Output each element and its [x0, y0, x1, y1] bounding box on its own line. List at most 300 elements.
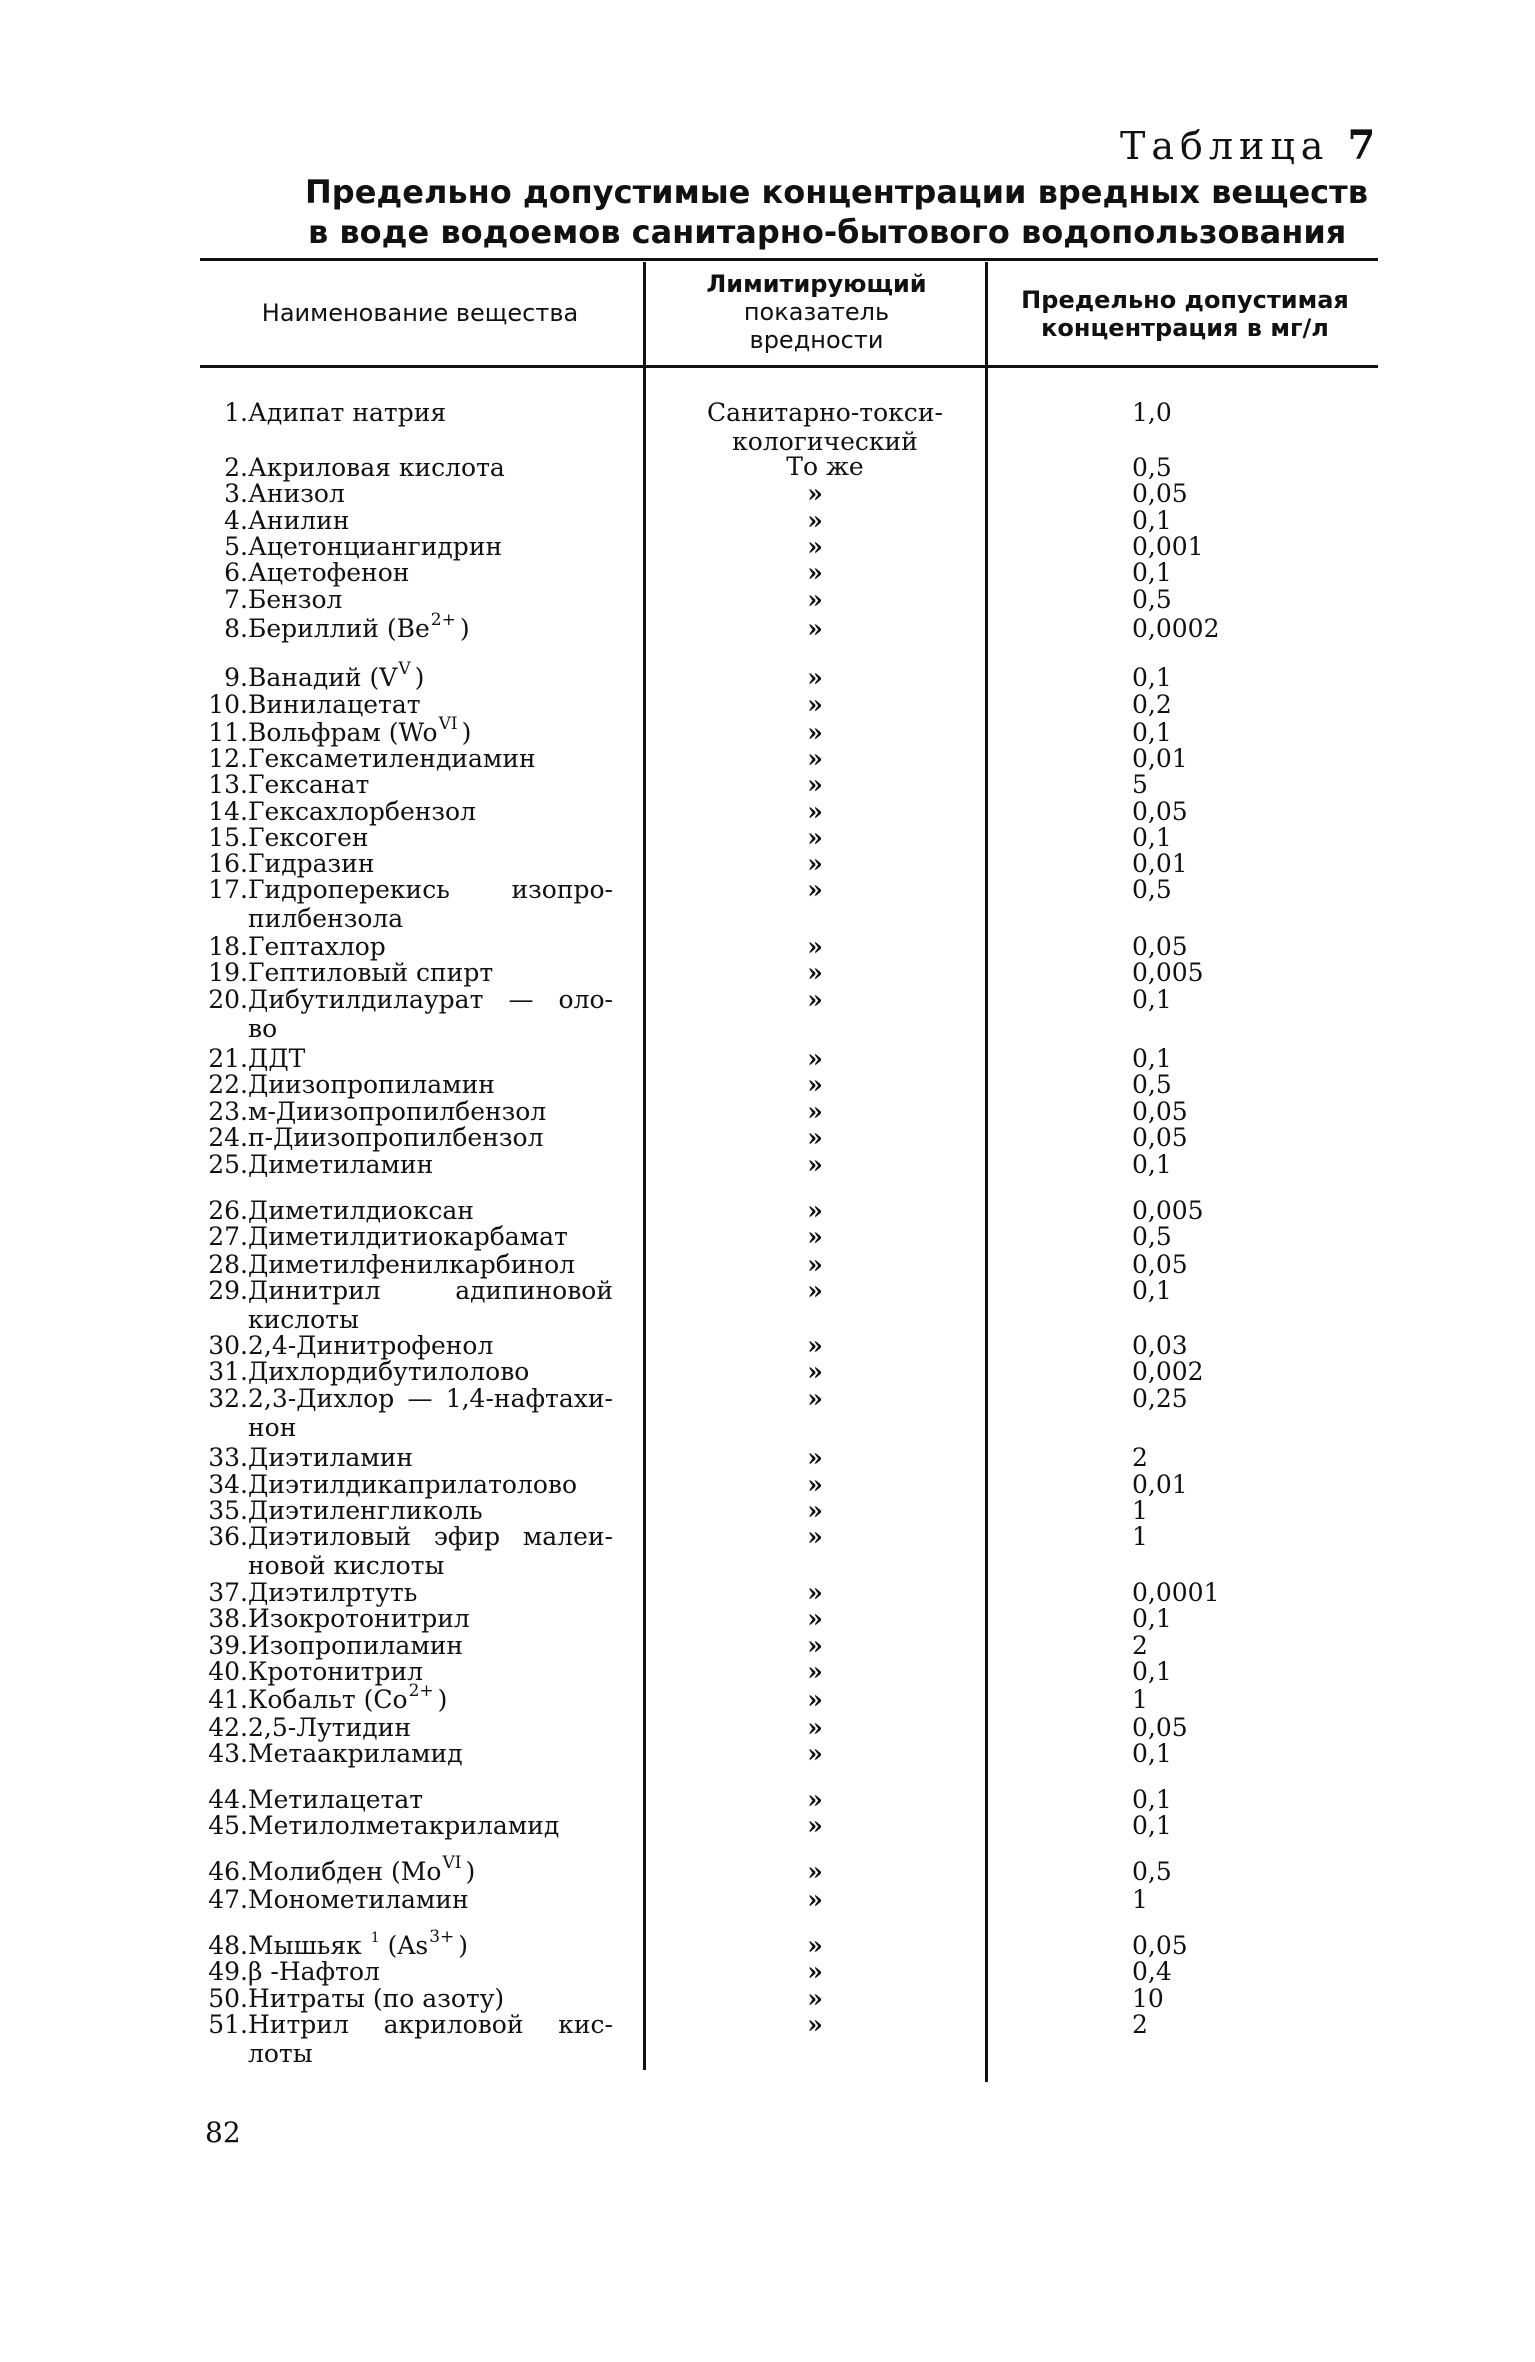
substance-name — [248, 849, 374, 878]
substance-name-text: Гептахлор — [248, 932, 386, 961]
header-name — [200, 299, 640, 327]
limiting-indicator-text: » — [807, 558, 823, 587]
mpc-value: 0,1 — [1132, 1044, 1172, 1073]
limiting-indicator — [800, 1470, 830, 1499]
mpc-value: 0,05 — [1132, 797, 1188, 826]
substance-name-text: Диэтиламин — [248, 1443, 414, 1472]
substance-name-text: Изопропиламин — [248, 1631, 464, 1660]
limiting-indicator — [800, 1522, 830, 1551]
substance-name-text: Ванадий (V — [248, 663, 398, 692]
mpc-value: 2 — [1132, 1443, 1148, 1472]
limiting-indicator-text: » — [807, 506, 823, 535]
limiting-indicator — [800, 1957, 830, 1986]
column-divider-1 — [643, 262, 646, 2070]
header-indicator — [650, 270, 983, 354]
mpc-value: 0,5 — [1132, 585, 1172, 614]
row-number: 29. — [208, 1276, 248, 1305]
substance-name — [248, 797, 476, 826]
substance-name-text: п-Диизопропилбензол — [248, 1123, 544, 1152]
row-number: 36. — [208, 1522, 248, 1551]
row-number: 25. — [208, 1150, 248, 1179]
row-number: 45. — [208, 1811, 248, 1840]
mpc-value: 2 — [1132, 2010, 1148, 2039]
mpc-value: 0,1 — [1132, 718, 1172, 747]
limiting-indicator-text: » — [807, 1957, 823, 1986]
formula-close: ) — [465, 1857, 476, 1886]
row-number: 15. — [208, 823, 248, 852]
substance-name — [248, 985, 613, 1043]
row-number: 46. — [208, 1857, 248, 1886]
limiting-indicator-text: » — [807, 932, 823, 961]
limiting-indicator — [800, 1384, 830, 1413]
row-number: 38. — [208, 1604, 248, 1633]
substance-name — [248, 1384, 613, 1442]
substance-name — [248, 398, 446, 427]
row-number: 33. — [208, 1443, 248, 1472]
substance-name-text: 2,4-Динитрофенол — [248, 1331, 494, 1360]
substance-name-text: β -Нафтол — [248, 1957, 380, 1986]
substance-name — [248, 1222, 568, 1251]
substance-name — [248, 1785, 423, 1814]
row-number: 19. — [208, 958, 248, 987]
substance-name — [248, 1357, 529, 1386]
substance-name-text: Диэтилдикаприлатолово — [248, 1470, 578, 1499]
substance-name — [248, 506, 349, 535]
limiting-indicator — [800, 532, 830, 561]
limiting-indicator — [800, 1250, 830, 1279]
row-number: 17. — [208, 875, 248, 904]
substance-name-text: Кротонитрил — [248, 1657, 423, 1686]
substance-name-text: Диизопропиламин — [248, 1070, 495, 1099]
substance-name-text: Ацетонциангидрин — [248, 532, 503, 561]
limiting-indicator-text: » — [807, 532, 823, 561]
formula-close: ) — [414, 663, 425, 692]
limiting-indicator — [800, 1097, 830, 1126]
substance-name — [248, 1276, 613, 1334]
row-number: 10. — [208, 690, 248, 719]
row-number: 5. — [224, 532, 248, 561]
limiting-indicator — [800, 1070, 830, 1099]
limiting-indicator — [660, 398, 990, 456]
mpc-value: 0,25 — [1132, 1384, 1188, 1413]
substance-name — [248, 1885, 469, 1914]
limiting-indicator — [800, 1123, 830, 1152]
limiting-indicator-text: » — [807, 1070, 823, 1099]
limiting-indicator-text: » — [807, 718, 823, 747]
mpc-value: 0,002 — [1132, 1357, 1204, 1386]
substance-name — [248, 1196, 474, 1225]
column-divider-2 — [985, 262, 988, 2082]
formula-close: ) — [461, 718, 472, 747]
limiting-indicator — [800, 614, 830, 643]
limiting-indicator-text: » — [807, 1713, 823, 1742]
limiting-indicator-text: » — [807, 958, 823, 987]
limiting-indicator-text: » — [807, 1931, 823, 1960]
mpc-value: 0,5 — [1132, 1857, 1172, 1886]
substance-name-text: Мышьяк — [248, 1931, 362, 1960]
limiting-indicator — [800, 1984, 830, 2013]
row-number: 42. — [208, 1713, 248, 1742]
valence-superscript: 2+ — [408, 1681, 434, 1701]
limiting-indicator-text: » — [807, 1685, 823, 1714]
substance-name — [248, 690, 421, 719]
substance-name — [248, 610, 470, 643]
mpc-value: 0,1 — [1132, 1604, 1172, 1633]
substance-name-text: Гексаметилендиамин — [248, 744, 536, 773]
mpc-value: 2 — [1132, 1631, 1148, 1660]
substance-name — [248, 823, 369, 852]
substance-name-text: 2,5-Лутидин — [248, 1713, 411, 1742]
row-number: 30. — [208, 1331, 248, 1360]
substance-name-text: Дихлордибутилолово — [248, 1357, 530, 1386]
substance-name-text: Гексоген — [248, 823, 369, 852]
substance-name-text: Анизол — [248, 479, 345, 508]
limiting-indicator-text: » — [807, 614, 823, 643]
top-rule — [200, 258, 1378, 261]
limiting-indicator — [800, 1811, 830, 1840]
mpc-value: 0,05 — [1132, 1931, 1188, 1960]
substance-name — [248, 659, 425, 692]
row-number: 34. — [208, 1470, 248, 1499]
mpc-value: 0,1 — [1132, 1739, 1172, 1768]
mpc-value: 0,5 — [1132, 875, 1172, 904]
limiting-indicator-text: » — [807, 1657, 823, 1686]
mpc-value: 0,1 — [1132, 1657, 1172, 1686]
substance-name-text: Акриловая кислота — [248, 453, 505, 482]
substance-name — [248, 770, 369, 799]
substance-name-text: Гептиловый спирт — [248, 958, 494, 987]
mpc-value: 5 — [1132, 770, 1148, 799]
limiting-indicator — [800, 797, 830, 826]
substance-name-text: Гидроперекись изопро- — [248, 875, 613, 904]
row-number: 3. — [224, 479, 248, 508]
limiting-indicator-text: » — [807, 1785, 823, 1814]
limiting-indicator-text: » — [807, 1984, 823, 2013]
header-concentration-l1: Предельно допустимая — [1021, 286, 1349, 314]
row-number: 9. — [224, 663, 248, 692]
limiting-indicator — [800, 744, 830, 773]
limiting-indicator — [800, 1578, 830, 1607]
mpc-value: 0,005 — [1132, 1196, 1204, 1225]
substance-name-text: Диметилфенилкарбинол — [248, 1250, 576, 1279]
row-number: 7. — [224, 585, 248, 614]
mpc-value: 1 — [1132, 1522, 1148, 1551]
limiting-indicator — [800, 718, 830, 747]
row-number: 26. — [208, 1196, 248, 1225]
mpc-value: 0,05 — [1132, 1123, 1188, 1152]
row-number: 16. — [208, 849, 248, 878]
row-number: 50. — [208, 1984, 248, 2013]
row-number: 14. — [208, 797, 248, 826]
limiting-indicator — [800, 1604, 830, 1633]
substance-name — [248, 1739, 463, 1768]
row-number: 48. — [208, 1931, 248, 1960]
substance-name-text: Динитрил адипиновой — [248, 1276, 613, 1305]
limiting-indicator — [800, 1331, 830, 1360]
limiting-indicator-text: » — [807, 1097, 823, 1126]
row-number: 27. — [208, 1222, 248, 1251]
row-number: 32. — [208, 1384, 248, 1413]
row-number: 11. — [208, 718, 248, 747]
row-number: 8. — [224, 614, 248, 643]
limiting-indicator — [800, 1631, 830, 1660]
substance-name-text: Винилацетат — [248, 690, 421, 719]
substance-name-text: Бериллий (Be — [248, 614, 430, 643]
limiting-indicator-text: » — [807, 1578, 823, 1607]
limiting-indicator-text: » — [807, 985, 823, 1014]
substance-name — [248, 1522, 613, 1580]
substance-name — [248, 585, 342, 614]
limiting-indicator-text: » — [807, 1250, 823, 1279]
limiting-indicator — [800, 2010, 830, 2039]
mpc-value: 0,005 — [1132, 958, 1204, 987]
substance-name — [248, 1657, 423, 1686]
row-number: 23. — [208, 1097, 248, 1126]
substance-name-text: Диэтиловый эфир малеи- — [248, 1522, 613, 1551]
substance-name — [248, 532, 502, 561]
mpc-value: 0,001 — [1132, 532, 1204, 561]
limiting-indicator-text: » — [807, 849, 823, 878]
substance-name-text: Анилин — [248, 506, 350, 535]
header-name-text: Наименование вещества — [261, 299, 579, 327]
substance-name-text: Гидразин — [248, 849, 375, 878]
limiting-indicator — [800, 1196, 830, 1225]
limiting-indicator — [800, 1931, 830, 1960]
mpc-value: 0,2 — [1132, 690, 1172, 719]
substance-name — [248, 1331, 493, 1360]
mpc-value: 0,1 — [1132, 506, 1172, 535]
row-number: 18. — [208, 932, 248, 961]
row-number: 51. — [208, 2010, 248, 2039]
limiting-indicator-text: » — [807, 770, 823, 799]
page-number: 82 — [205, 2116, 241, 2149]
limiting-indicator-text: » — [807, 1331, 823, 1360]
substance-name-text: Диметилдиоксан — [248, 1196, 474, 1225]
limiting-indicator-text: » — [807, 1443, 823, 1472]
substance-name-text: Ацетофенон — [248, 558, 410, 587]
header-indicator-l1: Лимитирующий — [706, 270, 927, 298]
limiting-indicator-text: » — [807, 1276, 823, 1305]
substance-name — [248, 1097, 546, 1126]
limiting-indicator-text: » — [807, 1496, 823, 1525]
mpc-value: 0,1 — [1132, 1811, 1172, 1840]
limiting-indicator-text: » — [807, 1857, 823, 1886]
limiting-indicator — [800, 849, 830, 878]
limiting-indicator-text: » — [807, 1123, 823, 1152]
row-number: 4. — [224, 506, 248, 535]
header-rule — [200, 365, 1378, 368]
substance-name-text: Метаакриламид — [248, 1739, 463, 1768]
substance-name — [248, 1470, 577, 1499]
limiting-indicator — [800, 1785, 830, 1814]
valence-superscript: VI — [438, 714, 458, 734]
mpc-value: 1,0 — [1132, 398, 1172, 427]
limiting-indicator — [800, 690, 830, 719]
limiting-indicator — [800, 958, 830, 987]
substance-name-continued: новой кислоты — [248, 1551, 445, 1580]
title-line-1: Предельно допустимые концентрации вредных веществ — [305, 173, 1368, 211]
substance-name-text: Диметиламин — [248, 1150, 434, 1179]
limiting-indicator-text: » — [807, 585, 823, 614]
mpc-value: 1 — [1132, 1685, 1148, 1714]
row-number: 43. — [208, 1739, 248, 1768]
mpc-value: 0,03 — [1132, 1331, 1188, 1360]
table-number: 7 — [1347, 122, 1382, 169]
substance-name — [248, 1578, 417, 1607]
substance-name-text: Изокротонитрил — [248, 1604, 470, 1633]
substance-name-text: Дибутилдилаурат — оло- — [248, 985, 613, 1014]
substance-name — [248, 932, 386, 961]
substance-name — [248, 1070, 495, 1099]
limiting-indicator-text: » — [807, 1739, 823, 1768]
substance-name — [248, 2010, 613, 2068]
table-label — [1120, 122, 1381, 169]
limiting-indicator-text: » — [807, 663, 823, 692]
limiting-indicator-text: » — [807, 1222, 823, 1251]
substance-name — [248, 714, 472, 747]
limiting-indicator-text: » — [807, 1811, 823, 1840]
mpc-value: 0,01 — [1132, 1470, 1188, 1499]
valence-superscript: V — [398, 659, 411, 679]
limiting-indicator — [800, 663, 830, 692]
substance-name — [248, 479, 345, 508]
formula-close: ) — [437, 1685, 448, 1714]
valence-superscript: 2+ — [430, 610, 456, 630]
substance-name-continued: кислоты — [248, 1305, 359, 1334]
substance-name — [248, 1713, 411, 1742]
limiting-indicator-text: Санитарно-токси- — [707, 398, 943, 427]
substance-name-text: Метилолметакриламид — [248, 1811, 560, 1840]
header-indicator-l2: показатель — [743, 298, 890, 326]
mpc-value: 0,05 — [1132, 479, 1188, 508]
substance-name-text: м-Диизопропилбензол — [248, 1097, 547, 1126]
limiting-indicator — [800, 932, 830, 961]
table-label-text: Таблица — [1120, 124, 1330, 168]
limiting-indicator — [800, 770, 830, 799]
substance-name-continued: пилбензола — [248, 904, 404, 933]
substance-name — [248, 875, 613, 933]
mpc-value: 0,1 — [1132, 985, 1172, 1014]
limiting-indicator-text: » — [807, 1196, 823, 1225]
substance-name-text: Монометиламин — [248, 1885, 469, 1914]
limiting-indicator — [800, 823, 830, 852]
substance-name — [248, 1443, 413, 1472]
limiting-indicator-text: » — [807, 690, 823, 719]
limiting-indicator-text: » — [807, 823, 823, 852]
limiting-indicator — [800, 1496, 830, 1525]
limiting-indicator — [800, 558, 830, 587]
row-number: 12. — [208, 744, 248, 773]
substance-name — [248, 558, 409, 587]
substance-name-text: Кобальт (Co — [248, 1685, 408, 1714]
substance-name — [248, 1681, 448, 1714]
limiting-indicator — [800, 985, 830, 1014]
formula-close: ) — [458, 1931, 469, 1960]
substance-name-text: Гексахлорбензол — [248, 797, 476, 826]
row-number: 37. — [208, 1578, 248, 1607]
limiting-indicator — [800, 1685, 830, 1714]
row-number: 40. — [208, 1657, 248, 1686]
substance-name — [248, 1811, 559, 1840]
substance-name — [248, 1123, 543, 1152]
limiting-indicator — [800, 1739, 830, 1768]
limiting-indicator — [800, 875, 830, 904]
limiting-indicator — [800, 1713, 830, 1742]
mpc-value: 0,05 — [1132, 1097, 1188, 1126]
row-number: 39. — [208, 1631, 248, 1660]
substance-name-text: Бензол — [248, 585, 343, 614]
limiting-indicator-text: То же — [786, 452, 864, 481]
mpc-value: 0,1 — [1132, 1150, 1172, 1179]
limiting-indicator — [800, 1044, 830, 1073]
limiting-indicator-text: » — [807, 1885, 823, 1914]
row-number: 41. — [208, 1685, 248, 1714]
row-number: 6. — [224, 558, 248, 587]
limiting-indicator — [800, 1443, 830, 1472]
row-number: 28. — [208, 1250, 248, 1279]
substance-name — [248, 453, 505, 482]
valence-superscript: 3+ — [429, 1927, 455, 1947]
row-number: 47. — [208, 1885, 248, 1914]
mpc-value: 0,1 — [1132, 663, 1172, 692]
table-title — [305, 172, 1368, 252]
mpc-value: 0,5 — [1132, 1070, 1172, 1099]
mpc-value: 0,1 — [1132, 558, 1172, 587]
mpc-value: 0,01 — [1132, 849, 1188, 878]
substance-name — [248, 1853, 476, 1886]
limiting-indicator — [800, 506, 830, 535]
row-number: 31. — [208, 1357, 248, 1386]
mpc-value: 0,01 — [1132, 744, 1188, 773]
limiting-indicator-text: » — [807, 1522, 823, 1551]
limiting-indicator-continued: кологический — [732, 427, 918, 456]
substance-name-text: Диэтиленгликоль — [248, 1496, 483, 1525]
footnote-mark: 1 — [370, 1930, 380, 1946]
title-line-2: в воде водоемов санитарно-бытового водопользования — [308, 213, 1347, 251]
row-number: 49. — [208, 1957, 248, 1986]
substance-name-continued: лоты — [248, 2039, 313, 2068]
mpc-value: 0,5 — [1132, 1222, 1172, 1251]
substance-name-text: Диметилдитиокарбамат — [248, 1222, 568, 1251]
mpc-value: 0,05 — [1132, 1713, 1188, 1742]
substance-name-text: Гексанат — [248, 770, 370, 799]
row-number: 1. — [224, 398, 248, 427]
limiting-indicator — [800, 1357, 830, 1386]
row-number: 2. — [224, 453, 248, 482]
mpc-value: 0,5 — [1132, 453, 1172, 482]
limiting-indicator-text: » — [807, 1150, 823, 1179]
limiting-indicator — [660, 452, 990, 481]
limiting-indicator — [800, 1885, 830, 1914]
mpc-value: 0,4 — [1132, 1957, 1172, 1986]
substance-name-text: 2,3-Дихлор — 1,4-нафтахи- — [248, 1384, 613, 1413]
limiting-indicator-text: » — [807, 744, 823, 773]
limiting-indicator-text: » — [807, 1384, 823, 1413]
limiting-indicator-text: » — [807, 1604, 823, 1633]
limiting-indicator-text: » — [807, 1470, 823, 1499]
substance-name — [248, 1250, 575, 1279]
mpc-value: 0,1 — [1132, 1276, 1172, 1305]
substance-name-text: Диэтилртуть — [248, 1578, 418, 1607]
substance-name-text: Метилацетат — [248, 1785, 424, 1814]
limiting-indicator — [800, 1150, 830, 1179]
substance-name — [248, 1927, 469, 1960]
row-number: 20. — [208, 985, 248, 1014]
mpc-value: 10 — [1132, 1984, 1164, 2013]
mpc-value: 1 — [1132, 1496, 1148, 1525]
row-number: 13. — [208, 770, 248, 799]
limiting-indicator — [800, 585, 830, 614]
